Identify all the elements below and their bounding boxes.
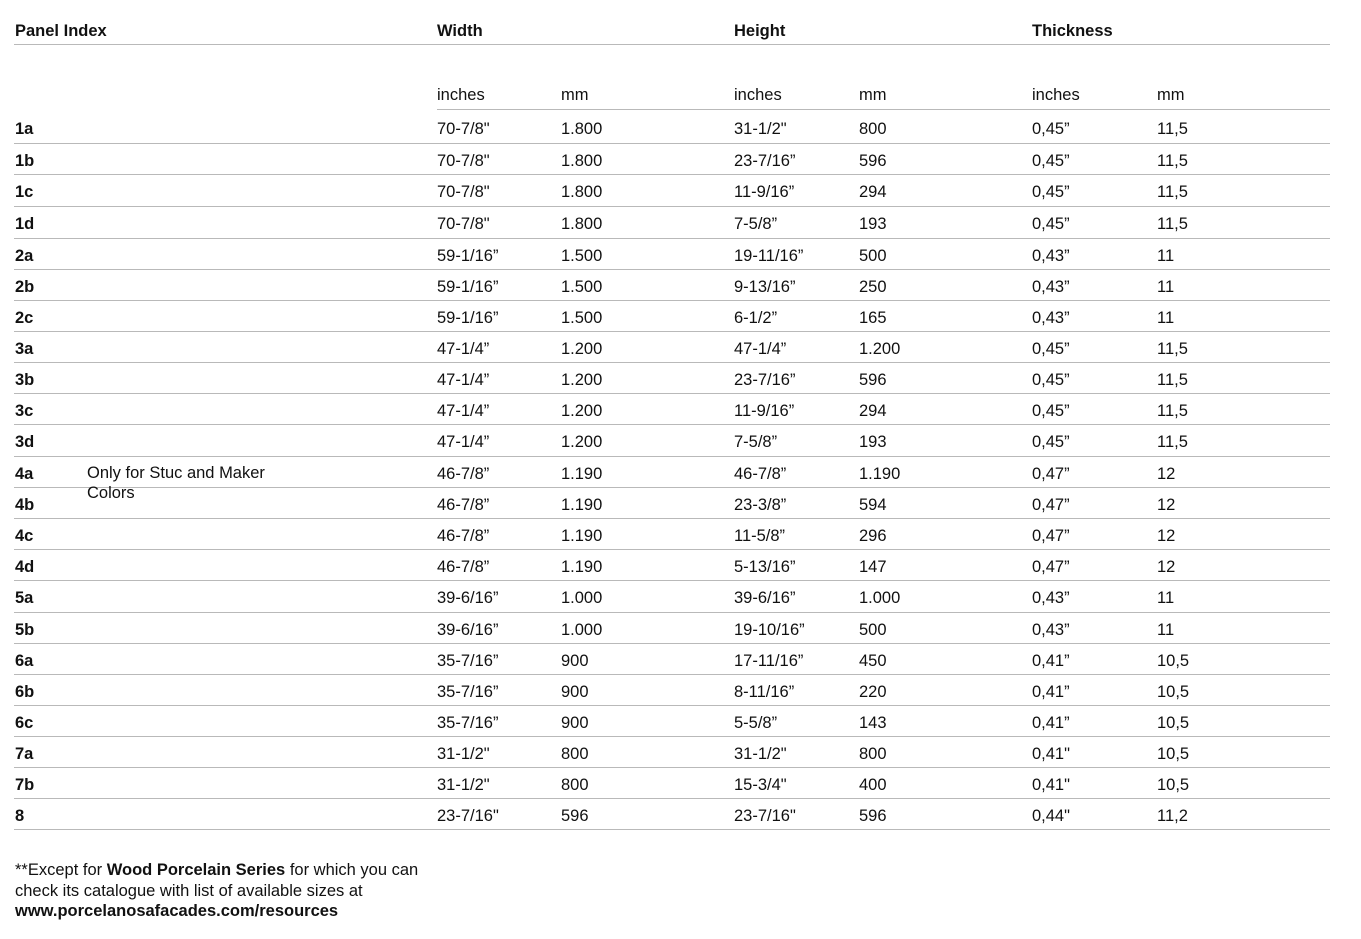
table-row (0, 363, 1361, 394)
cell-height-inches: 23-7/16” (734, 152, 796, 170)
table-row (0, 644, 1361, 675)
cell-thickness-inches: 0,43” (1032, 589, 1070, 607)
cell-panel-index: 3a (15, 340, 34, 358)
cell-width-inches: 47-1/4” (437, 402, 490, 420)
cell-thickness-inches: 0,47” (1032, 496, 1070, 514)
cell-thickness-mm: 11 (1157, 278, 1175, 296)
cell-height-inches: 7-5/8” (734, 215, 778, 233)
cell-panel-index: 1c (15, 183, 34, 201)
cell-thickness-inches: 0,45” (1032, 215, 1070, 233)
cell-height-inches: 7-5/8” (734, 433, 778, 451)
table-row (0, 112, 1361, 143)
table-row (0, 768, 1361, 799)
table-row (0, 613, 1361, 644)
cell-width-mm: 900 (561, 652, 589, 670)
header-thickness: Thickness (1032, 22, 1113, 40)
cell-thickness-mm: 11,5 (1157, 402, 1188, 420)
cell-thickness-mm: 12 (1157, 527, 1176, 545)
cell-width-mm: 1.190 (561, 527, 603, 545)
footnote-line-1 (15, 860, 418, 881)
cell-width-mm: 800 (561, 745, 589, 763)
cell-width-inches: 47-1/4” (437, 371, 490, 389)
cell-width-mm: 1.190 (561, 558, 603, 576)
cell-width-inches: 31-1/2" (437, 745, 490, 763)
cell-width-inches: 39-6/16” (437, 621, 499, 639)
units-divider (437, 109, 1330, 110)
cell-width-inches: 46-7/8” (437, 527, 490, 545)
cell-height-inches: 5-5/8” (734, 714, 778, 732)
cell-width-inches: 70-7/8" (437, 183, 490, 201)
unit-height-mm: mm (859, 86, 887, 104)
table-row (0, 207, 1361, 238)
cell-thickness-inches: 0,43” (1032, 278, 1070, 296)
cell-height-mm: 165 (859, 309, 887, 327)
cell-height-inches: 6-1/2” (734, 309, 778, 327)
cell-thickness-mm: 10,5 (1157, 776, 1190, 794)
footnote-series-name: Wood Porcelain Series (106, 861, 286, 879)
cell-height-mm: 294 (859, 402, 887, 420)
unit-width-mm: mm (561, 86, 589, 104)
cell-height-inches: 15-3/4" (734, 776, 787, 794)
footnote-url[interactable]: www.porcelanosafacades.com/resources (15, 902, 339, 920)
footnote-suffix: for which you can (285, 861, 419, 879)
cell-width-inches: 70-7/8" (437, 152, 490, 170)
header-divider (14, 44, 1330, 45)
table-row (0, 301, 1361, 332)
cell-thickness-inches: 0,41" (1032, 745, 1070, 763)
cell-thickness-mm: 10,5 (1157, 652, 1190, 670)
cell-width-mm: 1.200 (561, 433, 603, 451)
cell-height-mm: 800 (859, 745, 887, 763)
cell-thickness-mm: 10,5 (1157, 714, 1190, 732)
cell-width-mm: 1.500 (561, 309, 603, 327)
cell-thickness-inches: 0,47” (1032, 465, 1070, 483)
cell-height-inches: 23-3/8” (734, 496, 787, 514)
cell-height-mm: 147 (859, 558, 887, 576)
cell-height-mm: 594 (859, 496, 887, 514)
cell-thickness-mm: 12 (1157, 558, 1176, 576)
cell-width-inches: 46-7/8” (437, 465, 490, 483)
cell-width-mm: 1.500 (561, 247, 603, 265)
cell-thickness-inches: 0,45” (1032, 120, 1070, 138)
cell-height-mm: 450 (859, 652, 887, 670)
header-width: Width (437, 22, 483, 40)
cell-panel-index: 2b (15, 278, 35, 296)
cell-height-mm: 500 (859, 621, 887, 639)
cell-panel-index: 5a (15, 589, 34, 607)
cell-thickness-inches: 0,43” (1032, 247, 1070, 265)
cell-thickness-mm: 11,5 (1157, 215, 1188, 233)
cell-height-mm: 193 (859, 433, 887, 451)
cell-thickness-inches: 0,45” (1032, 371, 1070, 389)
cell-panel-index: 1a (15, 120, 34, 138)
cell-height-mm: 250 (859, 278, 887, 296)
footnote (15, 860, 418, 922)
cell-thickness-mm: 11,5 (1157, 183, 1188, 201)
cell-thickness-mm: 10,5 (1157, 745, 1190, 763)
cell-panel-index: 3c (15, 402, 34, 420)
cell-width-mm: 800 (561, 776, 589, 794)
table-row (0, 675, 1361, 706)
cell-width-inches: 35-7/16” (437, 714, 499, 732)
cell-thickness-mm: 11,5 (1157, 120, 1188, 138)
cell-panel-index: 7a (15, 745, 34, 763)
unit-thickness-inches: inches (1032, 86, 1080, 104)
cell-thickness-inches: 0,41” (1032, 714, 1070, 732)
cell-height-mm: 1.000 (859, 589, 901, 607)
table-row (0, 706, 1361, 737)
cell-panel-index: 4a (15, 465, 34, 483)
cell-width-inches: 70-7/8" (437, 215, 490, 233)
cell-panel-index: 2c (15, 309, 34, 327)
unit-width-inches: inches (437, 86, 485, 104)
cell-thickness-mm: 12 (1157, 496, 1176, 514)
cell-thickness-mm: 10,5 (1157, 683, 1190, 701)
cell-height-mm: 220 (859, 683, 887, 701)
table-row (0, 581, 1361, 612)
table-row (0, 799, 1361, 830)
cell-thickness-inches: 0,41" (1032, 776, 1070, 794)
cell-height-inches: 11-9/16” (734, 183, 795, 201)
cell-width-mm: 596 (561, 807, 589, 825)
cell-height-mm: 193 (859, 215, 887, 233)
cell-panel-index: 3d (15, 433, 35, 451)
cell-height-mm: 294 (859, 183, 887, 201)
cell-height-inches: 31-1/2" (734, 745, 787, 763)
cell-panel-index: 4b (15, 496, 35, 514)
cell-width-mm: 1.190 (561, 496, 603, 514)
cell-width-inches: 47-1/4” (437, 433, 490, 451)
cell-width-mm: 1.800 (561, 215, 603, 233)
cell-height-inches: 19-10/16” (734, 621, 805, 639)
table-row (0, 737, 1361, 768)
cell-height-inches: 19-11/16” (734, 247, 804, 265)
cell-width-mm: 900 (561, 683, 589, 701)
cell-panel-index: 4d (15, 558, 35, 576)
cell-height-mm: 400 (859, 776, 887, 794)
cell-width-inches: 39-6/16” (437, 589, 499, 607)
cell-panel-index: 1b (15, 152, 35, 170)
cell-height-mm: 1.190 (859, 465, 901, 483)
cell-width-mm: 1.200 (561, 340, 603, 358)
cell-thickness-mm: 11,5 (1157, 371, 1188, 389)
cell-thickness-inches: 0,45” (1032, 433, 1070, 451)
cell-panel-index: 1d (15, 215, 35, 233)
cell-thickness-inches: 0,43” (1032, 309, 1070, 327)
cell-height-inches: 17-11/16” (734, 652, 804, 670)
cell-height-mm: 596 (859, 371, 887, 389)
cell-height-mm: 296 (859, 527, 887, 545)
cell-width-inches: 23-7/16" (437, 807, 499, 825)
cell-width-mm: 1.800 (561, 120, 603, 138)
cell-width-inches: 47-1/4” (437, 340, 490, 358)
cell-width-mm: 1.200 (561, 371, 603, 389)
cell-panel-index: 6a (15, 652, 34, 670)
cell-width-mm: 1.500 (561, 278, 603, 296)
cell-thickness-inches: 0,47” (1032, 527, 1070, 545)
cell-thickness-mm: 11 (1157, 309, 1175, 327)
cell-thickness-mm: 11 (1157, 589, 1175, 607)
table-bottom-divider (14, 829, 1330, 830)
cell-width-mm: 1.000 (561, 589, 603, 607)
header-panel-index: Panel Index (15, 22, 107, 40)
unit-thickness-mm: mm (1157, 86, 1185, 104)
cell-thickness-mm: 11,2 (1157, 807, 1188, 825)
cell-width-inches: 70-7/8" (437, 120, 490, 138)
unit-height-inches: inches (734, 86, 782, 104)
footnote-line-2: check its catalogue with list of available sizes at (15, 881, 363, 900)
cell-height-inches: 23-7/16" (734, 807, 796, 825)
cell-width-inches: 59-1/16” (437, 247, 499, 265)
cell-thickness-mm: 11,5 (1157, 433, 1188, 451)
cell-height-mm: 143 (859, 714, 887, 732)
cell-thickness-mm: 11 (1157, 621, 1175, 639)
cell-height-inches: 11-9/16” (734, 402, 795, 420)
cell-height-inches: 11-5/8” (734, 527, 786, 545)
cell-height-inches: 46-7/8” (734, 465, 787, 483)
table-row (0, 425, 1361, 456)
table-row (0, 239, 1361, 270)
cell-panel-index: 4c (15, 527, 34, 545)
table-row (0, 332, 1361, 363)
cell-thickness-mm: 11,5 (1157, 152, 1188, 170)
cell-thickness-inches: 0,45” (1032, 152, 1070, 170)
cell-width-mm: 1.190 (561, 465, 603, 483)
cell-height-inches: 9-13/16” (734, 278, 796, 296)
table-row (0, 550, 1361, 581)
cell-width-mm: 1.800 (561, 183, 603, 201)
cell-thickness-inches: 0,44" (1032, 807, 1070, 825)
cell-width-inches: 59-1/16” (437, 309, 499, 327)
cell-width-inches: 35-7/16” (437, 652, 499, 670)
cell-panel-index: 3b (15, 371, 35, 389)
cell-thickness-inches: 0,45” (1032, 402, 1070, 420)
cell-height-inches: 8-11/16” (734, 683, 795, 701)
cell-height-inches: 39-6/16” (734, 589, 796, 607)
cell-height-inches: 47-1/4” (734, 340, 787, 358)
cell-panel-index: 7b (15, 776, 35, 794)
cell-width-mm: 1.000 (561, 621, 603, 639)
table-row (0, 144, 1361, 175)
cell-width-inches: 46-7/8” (437, 558, 490, 576)
cell-thickness-mm: 12 (1157, 465, 1176, 483)
cell-thickness-inches: 0,45” (1032, 340, 1070, 358)
cell-thickness-inches: 0,41” (1032, 652, 1070, 670)
footnote-prefix: **Except for (15, 861, 107, 879)
cell-height-inches: 5-13/16” (734, 558, 796, 576)
cell-panel-index: 2a (15, 247, 34, 265)
cell-width-inches: 35-7/16” (437, 683, 499, 701)
cell-width-mm: 1.200 (561, 402, 603, 420)
cell-height-mm: 596 (859, 807, 887, 825)
cell-thickness-inches: 0,43” (1032, 621, 1070, 639)
cell-width-inches: 31-1/2" (437, 776, 490, 794)
row-note: Only for Stuc and Maker Colors (87, 464, 265, 502)
cell-width-mm: 900 (561, 714, 589, 732)
cell-panel-index: 8 (15, 807, 25, 825)
cell-height-inches: 23-7/16” (734, 371, 796, 389)
table-row (0, 519, 1361, 550)
cell-height-mm: 1.200 (859, 340, 901, 358)
header-height: Height (734, 22, 786, 40)
cell-height-inches: 31-1/2" (734, 120, 787, 138)
table-row (0, 270, 1361, 301)
cell-width-mm: 1.800 (561, 152, 603, 170)
cell-thickness-inches: 0,45” (1032, 183, 1070, 201)
cell-thickness-inches: 0,47” (1032, 558, 1070, 576)
cell-width-inches: 59-1/16” (437, 278, 499, 296)
table-row (0, 394, 1361, 425)
cell-panel-index: 6b (15, 683, 35, 701)
cell-width-inches: 46-7/8” (437, 496, 490, 514)
cell-height-mm: 500 (859, 247, 887, 265)
cell-panel-index: 6c (15, 714, 34, 732)
cell-thickness-mm: 11,5 (1157, 340, 1188, 358)
cell-thickness-mm: 11 (1157, 247, 1175, 265)
cell-panel-index: 5b (15, 621, 35, 639)
table-row (0, 175, 1361, 206)
cell-thickness-inches: 0,41” (1032, 683, 1070, 701)
cell-height-mm: 800 (859, 120, 887, 138)
cell-height-mm: 596 (859, 152, 887, 170)
